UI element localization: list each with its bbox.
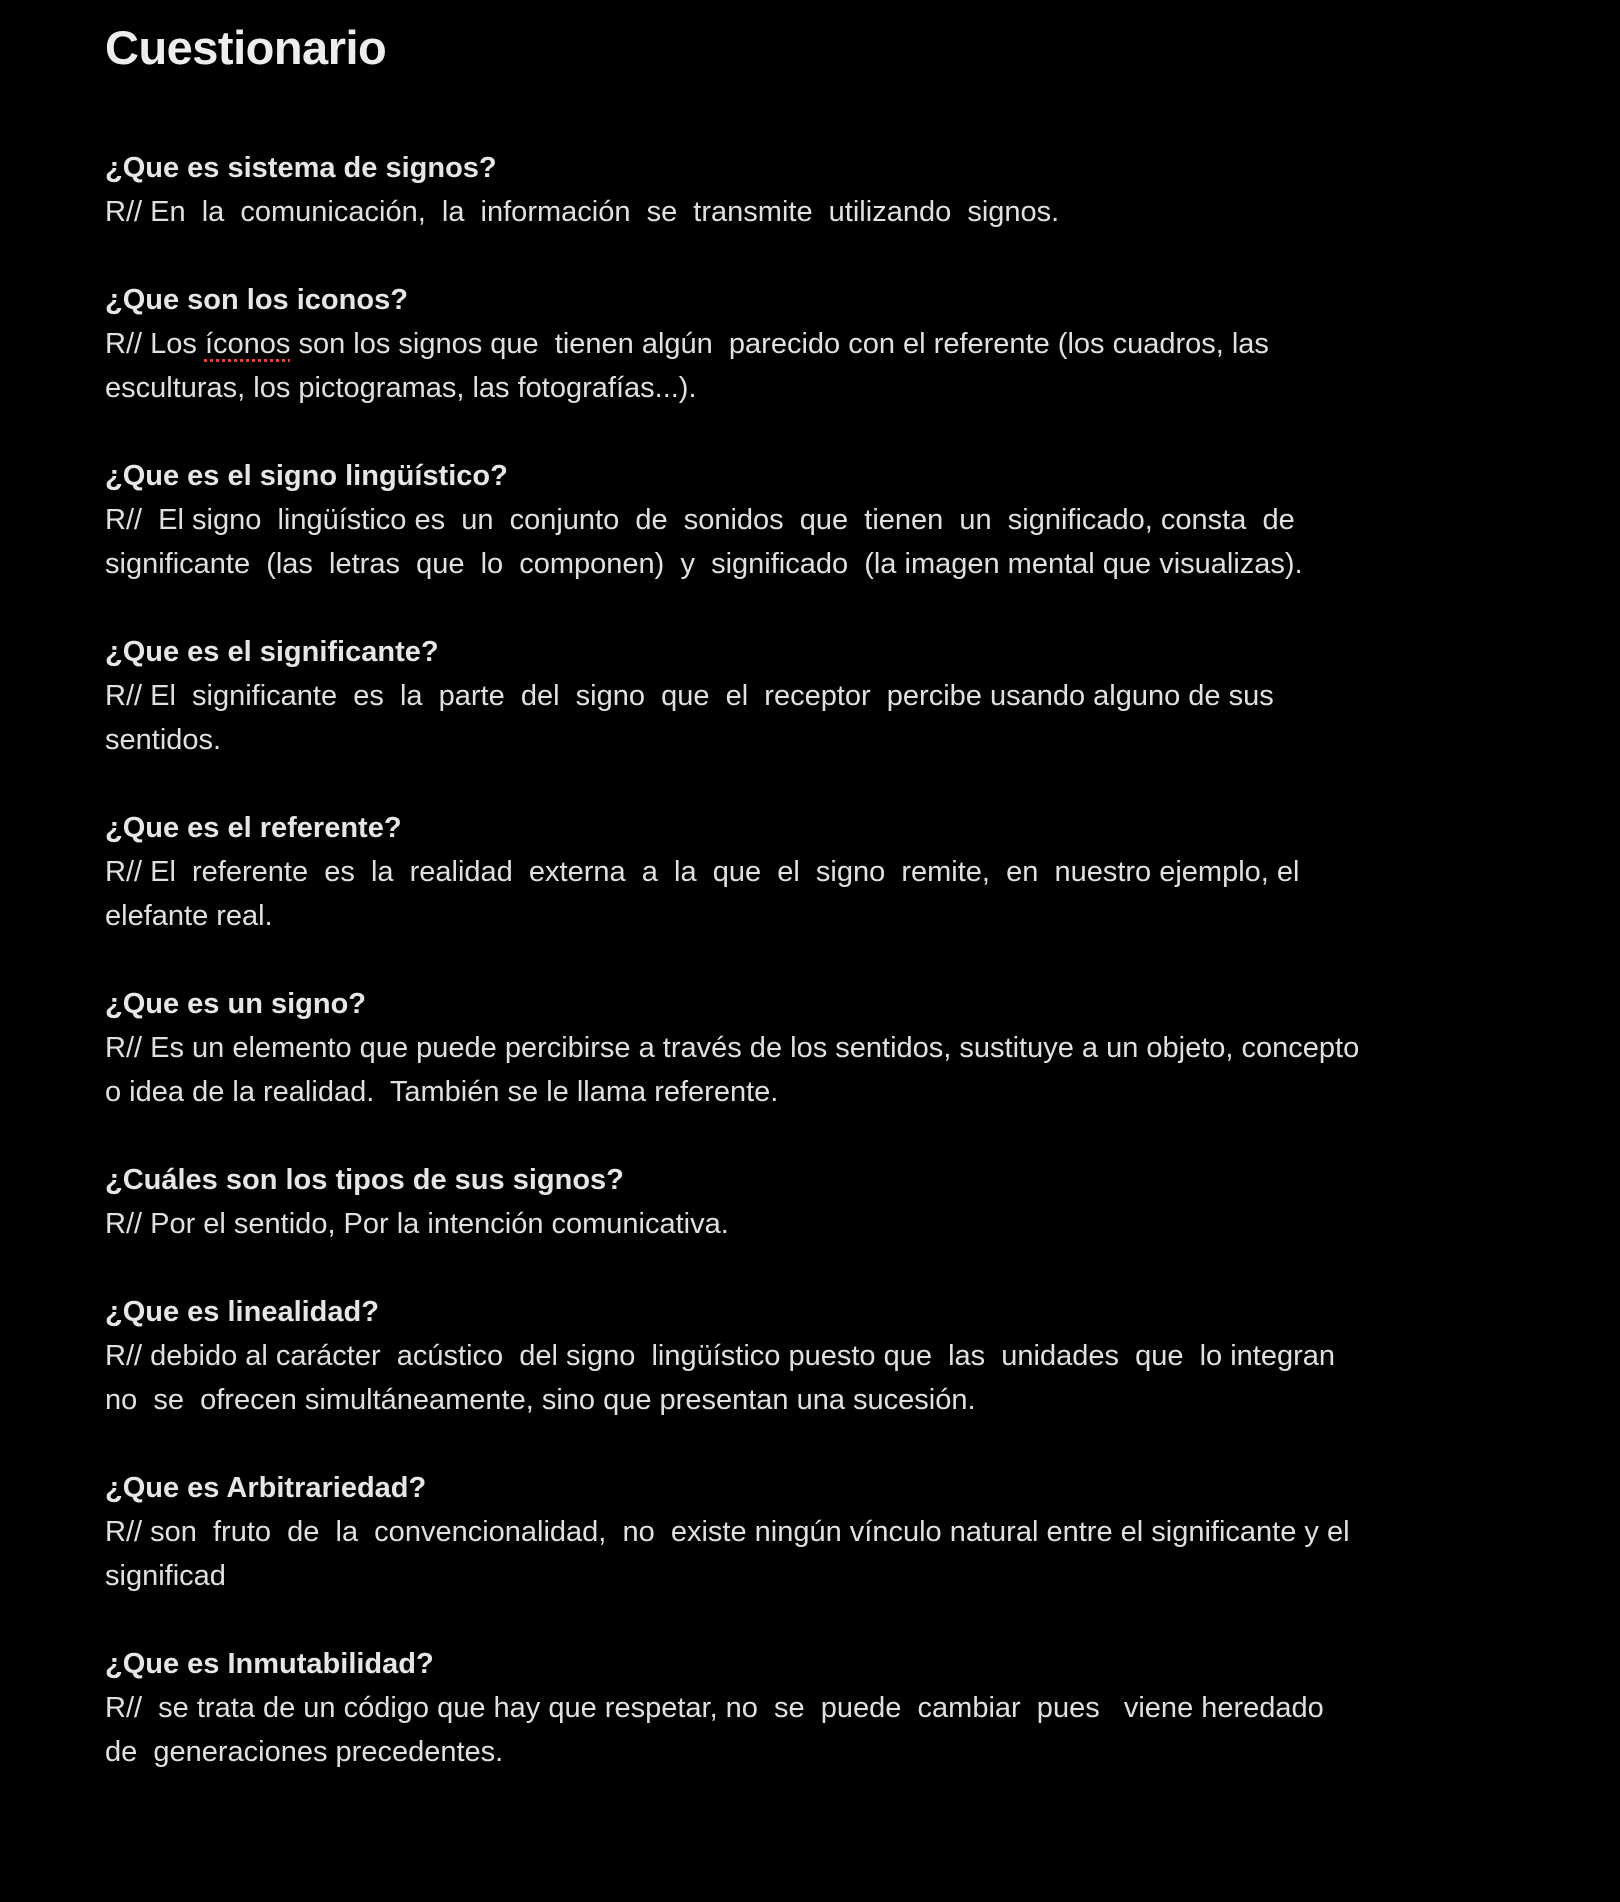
question-heading: ¿Cuáles son los tipos de sus signos? [105,1164,624,1196]
question-heading: ¿Que es Arbitrariedad? [105,1472,427,1504]
answer-line: significad [105,1560,226,1592]
qa-item-linealidad [105,1290,1505,1422]
qa-list [105,146,1505,1774]
answer-line: R// Por el sentido, Por la intención comunicativa. [105,1208,729,1240]
answer-line: R// son fruto de la convencionalidad, no existe ningún vínculo natural entre el significante y el [105,1516,1350,1548]
question-heading: ¿Que es un signo? [105,988,367,1020]
qa-item-referente [105,806,1505,938]
question-heading: ¿Que es el significante? [105,636,439,668]
answer-text: son los signos que tienen algún parecido con el referente (los cuadros, las [290,328,1269,360]
answer-line: no se ofrecen simultáneamente, sino que presentan una sucesión. [105,1384,976,1416]
question-heading: ¿Que es el signo lingüístico? [105,460,508,492]
answer-line: sentidos. [105,724,222,756]
answer-line: R// El significante es la parte del signo que el receptor percibe usando alguno de sus [105,680,1274,712]
qa-item-signo-linguistico [105,454,1505,586]
qa-item-significante [105,630,1505,762]
question-heading: ¿Que son los iconos? [105,284,408,316]
qa-item-signo [105,982,1505,1114]
misspelled-word[interactable]: íconos [204,328,291,360]
answer-line: R// Es un elemento que puede percibirse a través de los sentidos, sustituye a un objeto, concepto [105,1032,1360,1064]
answer-line: R// En la comunicación, la información se transmite utilizando signos. [105,196,1060,228]
qa-item-iconos [105,278,1505,410]
qa-item-arbitrariedad [105,1466,1505,1598]
qa-item-inmutabilidad [105,1642,1505,1774]
answer-line: de generaciones precedentes. [105,1736,504,1768]
question-heading: ¿Que es linealidad? [105,1296,379,1328]
document-body[interactable] [105,18,1505,1818]
answer-line: significante (las letras que lo componen) y significado (la imagen mental que visualizas). [105,548,1303,580]
answer-text: R// Los [105,328,205,360]
question-heading: ¿Que es Inmutabilidad? [105,1648,434,1680]
qa-item-sistema-de-signos [105,146,1505,234]
page-title: Cuestionario [105,21,387,74]
answer-line: R// El signo lingüístico es un conjunto de sonidos que tienen un significado, consta de [105,504,1295,536]
answer-line: R// El referente es la realidad externa a la que el signo remite, en nuestro ejemplo, el [105,856,1300,888]
answer-line: R// debido al carácter acústico del signo lingüístico puesto que las unidades que lo integran [105,1340,1336,1372]
answer-line: esculturas, los pictogramas, las fotografías...). [105,372,697,404]
question-heading: ¿Que es sistema de signos? [105,152,497,184]
qa-item-tipos-de-signos [105,1158,1505,1246]
answer-line: o idea de la realidad. También se le llama referente. [105,1076,779,1108]
answer-line [105,322,1505,366]
answer-line: R// se trata de un código que hay que respetar, no se puede cambiar pues viene heredado [105,1692,1324,1724]
answer-line: elefante real. [105,900,273,932]
question-heading: ¿Que es el referente? [105,812,402,844]
